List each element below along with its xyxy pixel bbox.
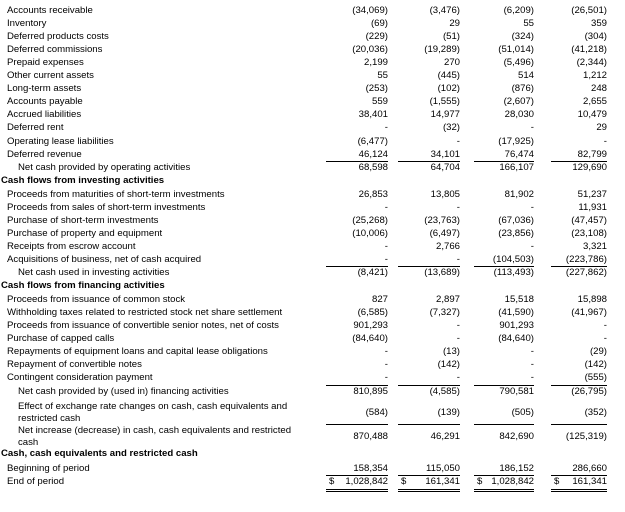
cell-value: 46,291 [430, 431, 460, 442]
cell-value: (4,585) [429, 386, 460, 397]
table-row [0, 96, 625, 108]
cell-value: 38,401 [358, 109, 388, 120]
row-label: Repayment of convertible notes [7, 359, 142, 370]
cell-value: (445) [437, 70, 460, 81]
cell-value: (6,477) [357, 136, 388, 147]
cell-value: - [384, 122, 388, 133]
cell-value: - [530, 241, 534, 252]
table-row [0, 372, 625, 384]
table-row [0, 149, 625, 161]
cell-value: (352) [584, 407, 607, 418]
row-label: Accounts receivable [7, 5, 93, 16]
cell-value: 26,853 [358, 189, 388, 200]
cell-value: (142) [437, 359, 460, 370]
cell-value: 161,341 [572, 476, 607, 487]
cell-value: 286,660 [572, 463, 607, 474]
cell-value: 158,354 [353, 463, 388, 474]
cell-value: (13) [442, 346, 460, 357]
cell-value: 2,766 [435, 241, 460, 252]
cell-value: - [603, 136, 607, 147]
cell-value: (223,786) [565, 254, 607, 265]
row-label: Deferred products costs [7, 31, 109, 42]
row-label: Net cash provided by operating activities [18, 162, 191, 173]
cell-value: (6,585) [357, 307, 388, 318]
cell-value: - [603, 333, 607, 344]
table-row [0, 254, 625, 266]
total-double-rule [326, 489, 388, 492]
section-title: Cash flows from financing activities [1, 280, 165, 291]
cell-value: - [530, 359, 534, 370]
cell-value: 1,028,842 [491, 476, 534, 487]
cell-value: 161,341 [425, 476, 460, 487]
table-row [0, 215, 625, 227]
table-row [0, 346, 625, 358]
table-row [0, 463, 625, 475]
cell-value: (227,862) [565, 267, 607, 278]
row-label: Effect of exchange rate changes on cash, cash equivalents and restricted cash [18, 401, 288, 424]
subtotal-rule [474, 161, 534, 162]
table-row [0, 228, 625, 240]
cell-value: 76,474 [504, 149, 534, 160]
row-label: Operating lease liabilities [7, 136, 114, 147]
row-label: Deferred rent [7, 122, 64, 133]
row-label: Proceeds from issuance of common stock [7, 294, 186, 305]
table-row [0, 136, 625, 148]
cell-value: (324) [511, 31, 534, 42]
cell-value: 29 [449, 18, 460, 29]
currency-symbol: $ [329, 476, 335, 487]
row-label: Beginning of period [7, 463, 90, 474]
row-label: Repayments of equipment loans and capital lease obligations [7, 346, 268, 357]
cell-value: 11,931 [578, 202, 607, 213]
subtotal-rule [474, 385, 534, 386]
cell-value: 82,799 [577, 149, 607, 160]
cell-value: - [384, 359, 388, 370]
cell-value: 186,152 [499, 463, 534, 474]
cell-value: - [456, 254, 460, 265]
cell-value: (84,640) [498, 333, 534, 344]
cell-value: 115,050 [426, 463, 460, 474]
table-row [0, 307, 625, 319]
cell-value: (1,555) [429, 96, 460, 107]
table-row [0, 70, 625, 82]
cell-value: (7,327) [429, 307, 460, 318]
cell-value: 29 [596, 122, 607, 133]
total-double-rule [474, 489, 534, 492]
cell-value: 46,124 [358, 149, 388, 160]
cell-value: (20,036) [352, 44, 388, 55]
subtotal-rule [398, 385, 460, 386]
cell-value: (41,218) [571, 44, 607, 55]
cell-value: 51,237 [577, 189, 607, 200]
subtotal-rule [551, 385, 607, 386]
cell-value: - [530, 122, 534, 133]
cell-value: (104,503) [492, 254, 534, 265]
cell-value: (2,344) [576, 57, 607, 68]
cell-value: 1,028,842 [345, 476, 388, 487]
cell-value: 790,581 [499, 386, 534, 397]
subtotal-rule [326, 266, 388, 267]
row-label: Inventory [7, 18, 47, 29]
cell-value: (51,014) [498, 44, 534, 55]
cell-value: (10,006) [352, 228, 388, 239]
table-row [0, 333, 625, 345]
cell-value: (505) [511, 407, 534, 418]
row-label: Accounts payable [7, 96, 83, 107]
cell-value: (139) [437, 407, 460, 418]
table-row [0, 189, 625, 201]
row-label: Long-term assets [7, 83, 82, 94]
subtotal-rule [326, 161, 388, 162]
table-row [0, 18, 625, 30]
row-label: Receipts from escrow account [7, 241, 136, 252]
cell-value: 270 [443, 57, 460, 68]
table-row [0, 44, 625, 56]
cell-value: (2,607) [503, 96, 534, 107]
cell-value: 129,690 [572, 162, 607, 173]
currency-symbol: $ [477, 476, 483, 487]
subtotal-rule [474, 266, 534, 267]
cell-value: 2,199 [363, 57, 388, 68]
table-row [0, 401, 625, 425]
subtotal-rule [398, 266, 460, 267]
row-label: End of period [7, 476, 65, 487]
cell-value: - [384, 372, 388, 383]
cell-value: (584) [365, 407, 388, 418]
cell-value: 15,898 [577, 294, 607, 305]
cell-value: 248 [590, 83, 607, 94]
subtotal-rule [326, 424, 388, 425]
cell-value: (26,795) [571, 386, 607, 397]
cell-value: - [456, 202, 460, 213]
cell-value: (6,497) [429, 228, 460, 239]
section-title: Cash, cash equivalents and restricted cash [1, 448, 198, 459]
total-top-rule [398, 475, 460, 476]
row-label: Contingent consideration payment [7, 372, 153, 383]
cell-value: 55 [377, 70, 388, 81]
subtotal-rule [398, 424, 460, 425]
cell-value: (69) [370, 18, 388, 29]
table-row [0, 83, 625, 95]
cell-value: 2,897 [435, 294, 460, 305]
cell-value: - [530, 346, 534, 357]
section-header [0, 448, 625, 460]
total-top-rule [326, 475, 388, 476]
subtotal-rule [474, 424, 534, 425]
cell-value: (876) [511, 83, 534, 94]
total-double-rule [398, 489, 460, 492]
cell-value: - [384, 346, 388, 357]
cell-value: (25,268) [352, 215, 388, 226]
table-row [0, 320, 625, 332]
cell-value: 10,479 [577, 109, 607, 120]
cell-value: 55 [523, 18, 534, 29]
row-label: Proceeds from maturities of short-term investments [7, 189, 225, 200]
cell-value: 514 [517, 70, 534, 81]
cell-value: (19,289) [424, 44, 460, 55]
section-header [0, 280, 625, 292]
row-label: Net cash provided by (used in) financing activities [18, 386, 229, 397]
total-double-rule [551, 489, 607, 492]
currency-symbol: $ [554, 476, 560, 487]
row-label: Purchase of capped calls [7, 333, 115, 344]
cell-value: - [456, 320, 460, 331]
cell-value: 34,101 [430, 149, 460, 160]
cell-value: - [384, 254, 388, 265]
total-top-rule [551, 475, 607, 476]
cell-value: (6,209) [503, 5, 534, 16]
total-top-rule [474, 475, 534, 476]
cell-value: 14,977 [430, 109, 460, 120]
cell-value: (23,763) [424, 215, 460, 226]
table-row [0, 386, 625, 398]
table-row [0, 202, 625, 214]
row-label: Other current assets [7, 70, 94, 81]
cell-value: 901,293 [353, 320, 388, 331]
cell-value: (84,640) [352, 333, 388, 344]
cell-value: (41,590) [498, 307, 534, 318]
cell-value: - [530, 372, 534, 383]
cell-value: (32) [442, 122, 460, 133]
table-row [0, 31, 625, 43]
cell-value: (5,496) [503, 57, 534, 68]
cell-value: 13,805 [430, 189, 460, 200]
cell-value: (13,689) [424, 267, 460, 278]
table-row [0, 57, 625, 69]
table-row [0, 122, 625, 134]
cell-value: - [384, 241, 388, 252]
row-label: Acquisitions of business, net of cash acquired [7, 254, 202, 265]
row-label: Accrued liabilities [7, 109, 82, 120]
cell-value: (8,421) [357, 267, 388, 278]
cell-value: - [456, 372, 460, 383]
cell-value: - [456, 136, 460, 147]
cell-value: 359 [590, 18, 607, 29]
cell-value: 870,488 [353, 431, 388, 442]
cell-value: (67,036) [498, 215, 534, 226]
cell-value: 166,107 [499, 162, 534, 173]
cell-value: (102) [437, 83, 460, 94]
table-row [0, 267, 625, 279]
cell-value: (304) [584, 31, 607, 42]
row-label: Proceeds from issuance of convertible senior notes, net of costs [7, 320, 279, 331]
table-row [0, 5, 625, 17]
section-header [0, 175, 625, 187]
row-label: Net cash used in investing activities [18, 267, 170, 278]
cell-value: 842,690 [499, 431, 534, 442]
cell-value: (41,967) [571, 307, 607, 318]
cell-value: 810,895 [353, 386, 388, 397]
cell-value: 1,212 [582, 70, 607, 81]
total-row [0, 476, 625, 488]
row-label: Purchase of short-term investments [7, 215, 159, 226]
cell-value: 15,518 [504, 294, 534, 305]
cell-value: 64,704 [430, 162, 460, 173]
section-title: Cash flows from investing activities [1, 175, 165, 186]
row-label: Proceeds from sales of short-term investments [7, 202, 206, 213]
row-label: Withholding taxes related to restricted stock net share settlement [7, 307, 283, 318]
table-row [0, 425, 625, 449]
cell-value: - [530, 202, 534, 213]
row-label: Purchase of property and equipment [7, 228, 163, 239]
cell-value: 28,030 [504, 109, 534, 120]
cell-value: 901,293 [499, 320, 534, 331]
row-label: Deferred revenue [7, 149, 82, 160]
cell-value: 68,598 [358, 162, 388, 173]
row-label: Deferred commissions [7, 44, 103, 55]
table-row [0, 294, 625, 306]
cell-value: (23,108) [571, 228, 607, 239]
cell-value: 827 [371, 294, 388, 305]
cell-value: (34,069) [352, 5, 388, 16]
cell-value: (113,493) [493, 267, 534, 278]
cell-value: - [456, 333, 460, 344]
table-row [0, 162, 625, 174]
cell-value: (23,856) [498, 228, 534, 239]
cell-value: (3,476) [429, 5, 460, 16]
cell-value: (47,457) [571, 215, 607, 226]
cell-value: 559 [371, 96, 388, 107]
subtotal-rule [551, 424, 607, 425]
subtotal-rule [326, 385, 388, 386]
table-row [0, 109, 625, 121]
cell-value: (26,501) [571, 5, 607, 16]
cell-value: 3,321 [582, 241, 607, 252]
subtotal-rule [551, 266, 607, 267]
row-label: Prepaid expenses [7, 57, 84, 68]
cell-value: (253) [365, 83, 388, 94]
cell-value: (51) [442, 31, 460, 42]
cell-value: (142) [584, 359, 607, 370]
table-row [0, 359, 625, 371]
subtotal-rule [551, 161, 607, 162]
cell-value: (17,925) [498, 136, 534, 147]
cell-value: (29) [589, 346, 607, 357]
row-label: Net increase (decrease) in cash, cash equivalents and restricted cash [18, 425, 292, 448]
cell-value: - [603, 320, 607, 331]
cell-value: - [384, 202, 388, 213]
subtotal-rule [398, 161, 460, 162]
currency-symbol: $ [401, 476, 407, 487]
cell-value: (229) [365, 31, 388, 42]
table-row [0, 241, 625, 253]
cell-value: 2,655 [582, 96, 607, 107]
cell-value: (125,319) [565, 431, 607, 442]
cell-value: 81,902 [504, 189, 534, 200]
cell-value: (555) [584, 372, 607, 383]
